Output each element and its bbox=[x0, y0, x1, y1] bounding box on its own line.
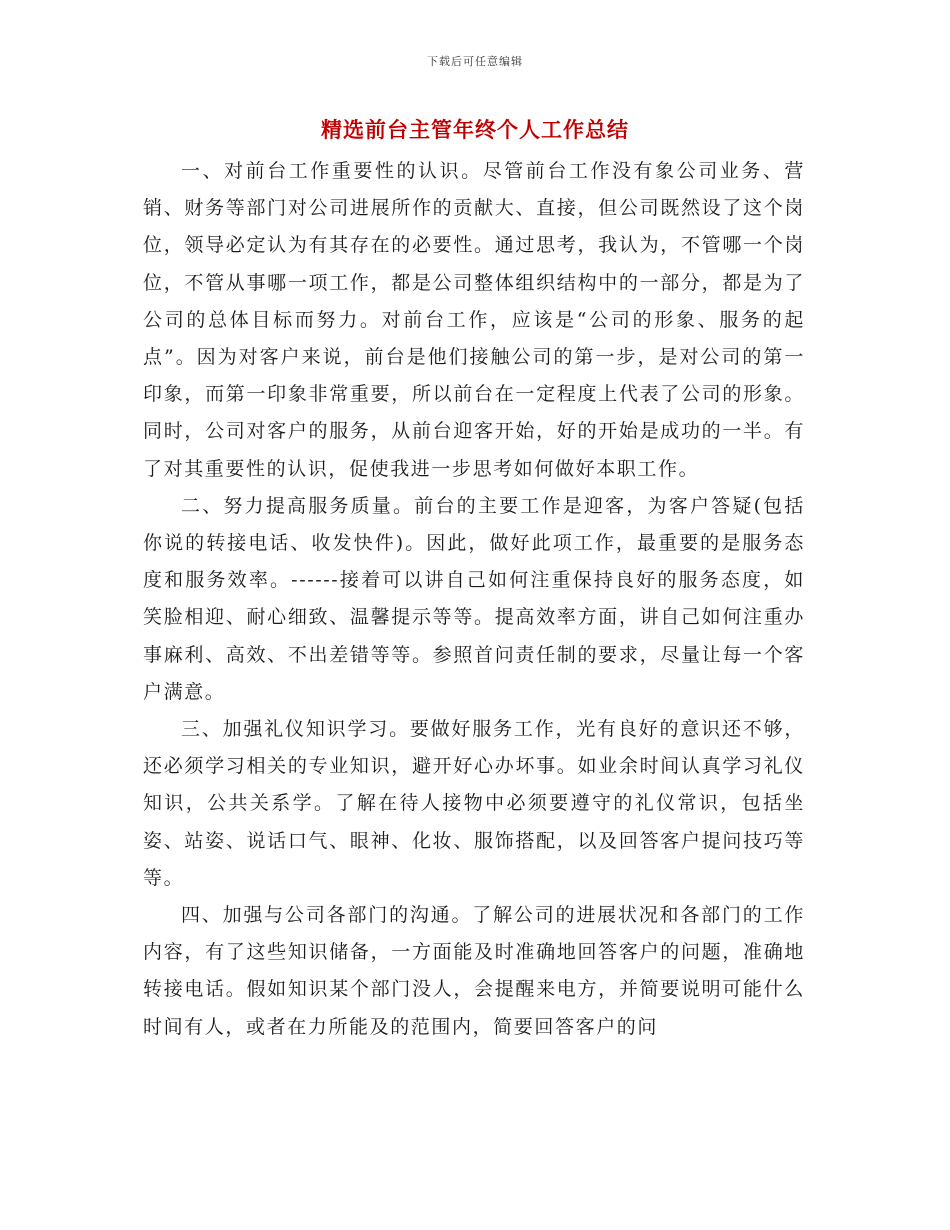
page-header: 下载后可任意编辑 bbox=[427, 55, 523, 68]
paragraph-4: 四、加强与公司各部门的沟通。了解公司的进展状况和各部门的工作内容，有了这些知识储备，一方面能及时准确地回答客户的问题，准确地转接电话。假如知识某个部门没人，会提醒来电方，并简要说明可能什么时间有人，或者在力所能及的范围内，简要回答客户的问 bbox=[143, 904, 805, 1038]
paragraph-3: 三、加强礼仪知识学习。要做好服务工作，光有良好的意识还不够，还必须学习相关的专业知识，避开好心办坏事。如业余时间认真学习礼仪知识，公共关系学。了解在待人接物中必须要遵守的礼仪常识，包括坐姿、站姿、说话口气、眼神、化妆、服饰搭配，以及回答客户提问技巧等等。 bbox=[143, 718, 805, 889]
paragraph-1: 一、对前台工作重要性的认识。尽管前台工作没有象公司业务、营销、财务等部门对公司进展所作的贡献大、直接，但公司既然设了这个岗位，领导必定认为有其存在的必要性。通过思考，我认为，不管哪一个岗位，不管从事哪一项工作，都是公司整体组织结构中的一部分，都是为了公司的总体目标而努力。对前台工作，应该是“公司的形象、服务的起点”。因为对客户来说，前台是他们接触公司的第一步，是对公司的第一印象，而第一印象非常重要，所以前台在一定程度上代表了公司的形象。同时，公司对客户的服务，从前台迎客开始，好的开始是成功的一半。有了对其重要性的认识，促使我进一步思考如何做好本职工作。 bbox=[143, 160, 805, 480]
document-body bbox=[143, 153, 805, 1046]
paragraph-2: 二、努力提高服务质量。前台的主要工作是迎客，为客户答疑(包括你说的转接电话、收发快件)。因此，做好此项工作，最重要的是服务态度和服务效率。------接着可以讲自己如何注重保持良好的服务态度，如笑脸相迎、耐心细致、温馨提示等等。提高效率方面，讲自己如何注重办事麻利、高效、不出差错等等。参照首问责任制的要求，尽量让每一个客户满意。 bbox=[143, 494, 805, 703]
document-title: 精选前台主管年终个人工作总结 bbox=[321, 117, 629, 142]
